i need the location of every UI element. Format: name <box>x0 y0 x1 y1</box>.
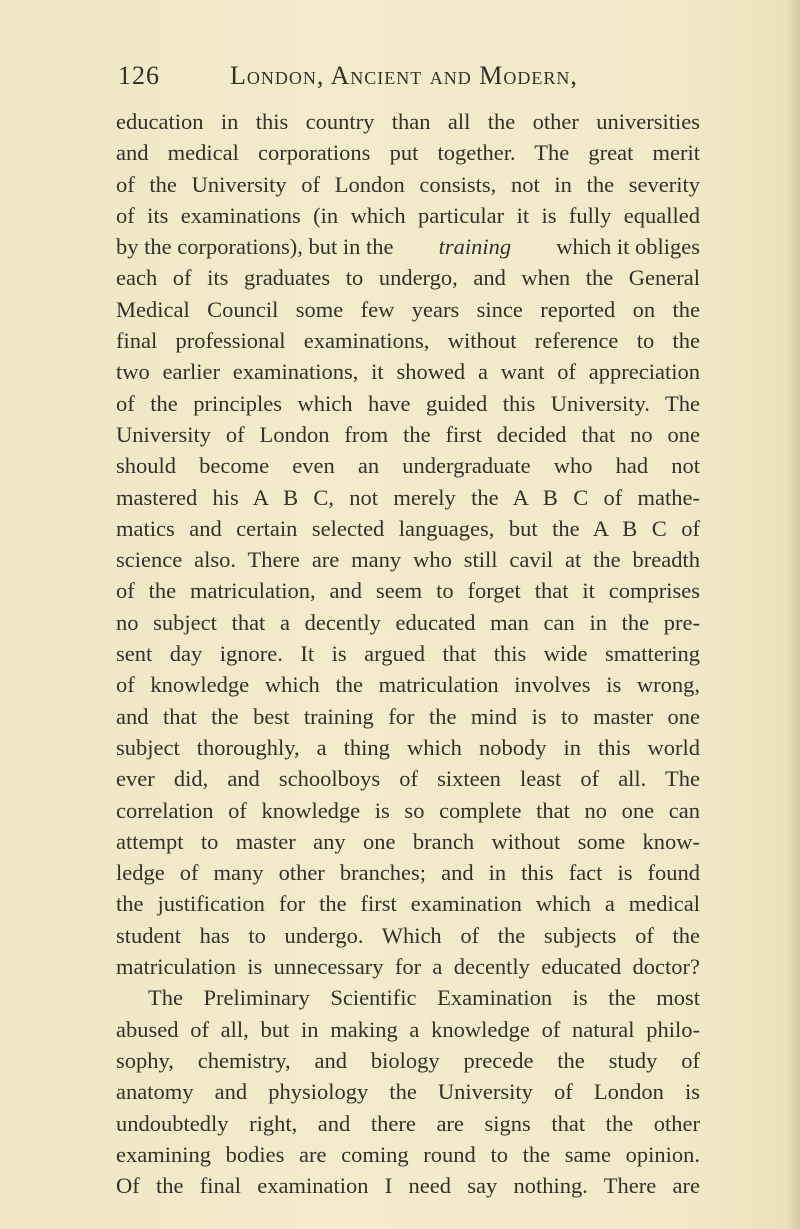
text-line: of the matriculation, and seem to forget that it comprises <box>116 578 700 604</box>
text-line: Medical Council some few years since reported on the <box>116 296 700 322</box>
running-title: London, Ancient and Modern, <box>230 61 578 90</box>
text-line: University of London from the first decided that no one <box>116 421 700 447</box>
text-line: mastered his A B C, not merely the A B C of mathe- <box>116 484 700 510</box>
text-line: sophy, chemistry, and biology precede the study of <box>116 1047 700 1073</box>
text-line: and that the best training for the mind is to master one <box>116 703 700 729</box>
page-edge-shadow <box>786 0 800 1229</box>
text-line: ever did, and schoolboys of sixteen least of all. The <box>116 766 700 792</box>
text-line: two earlier examinations, it showed a want of appreciation <box>116 359 700 385</box>
body-text <box>116 106 700 1201</box>
text-line: attempt to master any one branch without some know- <box>116 828 700 854</box>
text-line: examining bodies are coming round to the same opinion. <box>116 1141 700 1167</box>
page-number: 126 <box>118 61 160 90</box>
text-line: anatomy and physiology the University of London is <box>116 1079 700 1105</box>
text-line: abused of all, but in making a knowledge of natural philo- <box>116 1016 700 1042</box>
text-line: of the University of London consists, not in the severity <box>116 171 700 197</box>
text-line: subject thoroughly, a thing which nobody in this world <box>116 734 700 760</box>
text-line: sent day ignore. It is argued that this wide smattering <box>116 641 700 667</box>
page-header <box>118 58 708 94</box>
text-segment: by the corporations), but in the <box>116 234 394 260</box>
text-segment: which it obliges <box>556 234 700 260</box>
text-line: Of the final examination I need say nothing. There are <box>116 1173 700 1199</box>
text-line: no subject that a decently educated man can in the pre- <box>116 609 700 635</box>
text-line: science also. There are many who still cavil at the breadth <box>116 547 700 573</box>
text-line: each of its graduates to undergo, and when the General <box>116 265 700 291</box>
text-line: should become even an undergraduate who had not <box>116 453 700 479</box>
text-line: student has to undergo. Which of the subjects of the <box>116 922 700 948</box>
text-line: matics and certain selected languages, but the A B C of <box>116 515 700 541</box>
text-line: correlation of knowledge is so complete that no one can <box>116 797 700 823</box>
text-line: of the principles which have guided this University. The <box>116 390 700 416</box>
italic-word: training <box>438 234 512 260</box>
text-line: The Preliminary Scientific Examination is the most <box>148 985 700 1011</box>
text-line: of its examinations (in which particular it is fully equalled <box>116 202 700 228</box>
text-line <box>116 231 700 262</box>
text-line: ledge of many other branches; and in this fact is found <box>116 860 700 886</box>
text-line: the justification for the first examination which a medical <box>116 891 700 917</box>
text-line: undoubtedly right, and there are signs that the other <box>116 1110 700 1136</box>
text-line: and medical corporations put together. The great merit <box>116 140 700 166</box>
text-line: education in this country than all the other universities <box>116 109 700 134</box>
text-line: final professional examinations, without reference to the <box>116 328 700 354</box>
text-line: matriculation is unnecessary for a decently educated doctor? <box>116 954 700 980</box>
text-line: of knowledge which the matriculation involves is wrong, <box>116 672 700 698</box>
